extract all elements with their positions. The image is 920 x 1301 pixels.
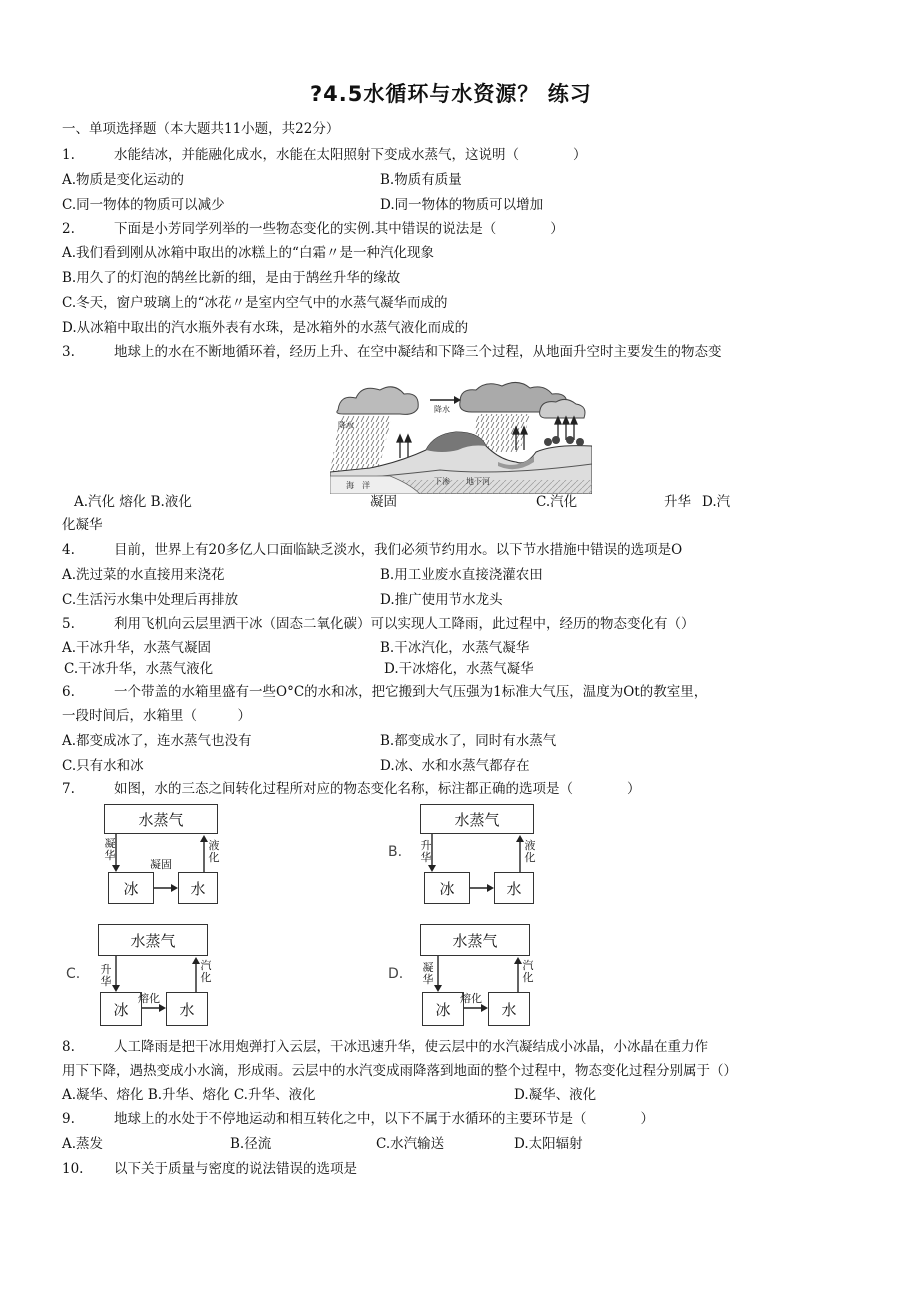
question-stem: 如图，水的三态之间转化过程所对应的物态变化名称，标注都正确的选项是（ ） xyxy=(114,781,641,797)
option-b: B.用久了的灯泡的鹄丝比新的细，是由于鹄丝升华的缘故 xyxy=(62,270,401,286)
option-c: C.干冰升华，水蒸气液化 xyxy=(64,661,214,677)
ice-box: 冰 xyxy=(422,992,464,1026)
state-diagram-b xyxy=(420,804,536,906)
water-box: 水 xyxy=(166,992,208,1026)
label-groundwater: 地下河 xyxy=(466,477,490,486)
question-3 xyxy=(62,342,722,362)
arrows xyxy=(104,804,220,906)
option-d: D.汽 xyxy=(702,494,731,510)
label-ocean: 海 洋 xyxy=(346,481,370,490)
option-c: C.汽化 xyxy=(536,494,578,510)
option-abc: A.凝华、熔化 B.升华、熔化 C.升华、液化 xyxy=(62,1087,316,1103)
label-right: 汽化 xyxy=(200,959,212,984)
ice-box: 冰 xyxy=(424,872,470,904)
diagram-letter-d: D. xyxy=(388,966,404,982)
question-stem: 水能结冰，并能融化成水，水能在太阳照射下变成水蒸气，这说明（ ） xyxy=(114,147,587,163)
question-stem: 人工降雨是把干冰用炮弹打入云层，干冰迅速升华，使云层中的水汽凝结成小冰晶，小冰晶在重力作 xyxy=(114,1039,708,1055)
diagram-letter-b: B. xyxy=(388,844,403,860)
question-number: 9. xyxy=(62,1111,75,1127)
question-4 xyxy=(62,540,682,560)
question-6-continued: 一段时间后，水箱里（ ） xyxy=(62,708,251,724)
option-c-part: 升华 xyxy=(664,494,691,510)
option-a: A.都变成冰了，连水蒸气也没有 xyxy=(62,733,252,749)
water-cycle-figure xyxy=(330,380,592,494)
ice-box: 冰 xyxy=(100,992,142,1026)
label-right: 汽化 xyxy=(522,959,534,984)
option-b: B.径流 xyxy=(230,1136,272,1152)
arrows xyxy=(98,924,214,1028)
label-left: 凝华 xyxy=(104,837,116,862)
option-b: B.都变成水了，同时有水蒸气 xyxy=(380,733,557,749)
label-mid: 熔化 xyxy=(460,992,482,1005)
question-stem: 地球上的水在不断地循环着，经历上升、在空中凝结和下降三个过程，从地面升空时主要发生的物态变 xyxy=(114,344,722,360)
vapor-box: 水蒸气 xyxy=(420,924,530,956)
question-number: 6. xyxy=(62,684,75,700)
water-box: 水 xyxy=(178,872,218,904)
question-number: 1. xyxy=(62,147,75,163)
option-c: C.生活污水集中处理后再排放 xyxy=(62,592,239,608)
question-stem: 下面是小芳同学列举的一些物态变化的实例.其中错误的说法是（ ） xyxy=(114,221,564,237)
option-d: D.同一物体的物质可以增加 xyxy=(380,197,544,213)
question-stem: 以下关于质量与密度的说法错误的选项是 xyxy=(114,1161,357,1177)
label-right: 液化 xyxy=(524,839,536,864)
option-b: B.用工业废水直接浇灌农田 xyxy=(380,567,543,583)
label-runoff: 下渗 xyxy=(434,477,450,486)
water-box: 水 xyxy=(488,992,530,1026)
state-diagram-d xyxy=(420,924,536,1028)
question-6 xyxy=(62,682,707,702)
state-diagram-c xyxy=(98,924,214,1028)
option-a: A.蒸发 xyxy=(62,1136,104,1152)
question-7 xyxy=(62,779,641,799)
question-number: 2. xyxy=(62,221,75,237)
option-d: D.从冰箱中取出的汽水瓶外表有水珠，是冰箱外的水蒸气液化而成的 xyxy=(62,320,469,336)
question-number: 5. xyxy=(62,616,75,632)
label-mid: 熔化 xyxy=(138,992,160,1005)
vapor-box: 水蒸气 xyxy=(420,804,534,834)
question-1 xyxy=(62,145,587,165)
option-d: D.冰、水和水蒸气都存在 xyxy=(380,758,530,774)
question-number: 4. xyxy=(62,542,75,558)
option-c: C.同一物体的物质可以减少 xyxy=(62,197,225,213)
option-b-part: 凝固 xyxy=(370,494,397,510)
option-b: B.干冰汽化，水蒸气凝华 xyxy=(380,640,530,656)
vapor-box: 水蒸气 xyxy=(98,924,208,956)
question-2 xyxy=(62,219,564,239)
label-left: 升华 xyxy=(420,839,432,864)
question-number: 10. xyxy=(62,1161,84,1177)
option-a: A.洗过菜的水直接用来浇花 xyxy=(62,567,225,583)
label-right: 液化 xyxy=(208,839,220,864)
label-left: 凝华 xyxy=(422,961,434,986)
question-10 xyxy=(62,1159,357,1179)
label-rain-left: 降水 xyxy=(338,421,354,430)
arrows xyxy=(420,804,536,906)
question-5 xyxy=(62,614,695,634)
question-8 xyxy=(62,1037,708,1057)
option-d: D.干冰熔化，水蒸气凝华 xyxy=(384,661,534,677)
label-left: 升华 xyxy=(100,963,112,988)
label-mid: 凝固 xyxy=(150,858,172,871)
diagram-letter-c: C. xyxy=(66,966,81,982)
question-9 xyxy=(62,1109,654,1129)
option-a: A.我们看到刚从冰箱中取出的冰糕上的“白霜〃是一种汽化现象 xyxy=(62,245,434,261)
vapor-box: 水蒸气 xyxy=(104,804,218,834)
state-diagram-a xyxy=(104,804,220,906)
arrows xyxy=(420,924,536,1028)
page-title: ?4.5水循环与水资源？ 练习 xyxy=(310,82,592,106)
question-stem: 目前，世界上有20多亿人口面临缺乏淡水，我们必须节约用水。以下节水措施中错误的选项是O xyxy=(114,542,683,558)
question-8-continued: 用下下降，遇热变成小水滴，形成雨。云层中的水汽变成雨降落到地面的整个过程中，物态变化过程分别属于（） xyxy=(62,1063,737,1079)
section-header: 一、单项选择题（本大题共11小题，共22分） xyxy=(62,121,340,137)
question-stem: 地球上的水处于不停地运动和相互转化之中，以下不属于水循环的主要环节是（ ） xyxy=(114,1111,654,1127)
option-ab: A.汽化 熔化 B.液化 xyxy=(74,494,192,510)
option-d: D.太阳辐射 xyxy=(514,1136,583,1152)
option-a: A.干冰升华，水蒸气凝固 xyxy=(62,640,212,656)
option-c: C.冬天，窗户玻璃上的“冰花〃是室内空气中的水蒸气凝华而成的 xyxy=(62,295,448,311)
option-c: C.水汽输送 xyxy=(376,1136,445,1152)
option-b: B.物质有质量 xyxy=(380,172,462,188)
label-rain-right: 降水 xyxy=(434,405,450,414)
question-number: 3. xyxy=(62,344,75,360)
question-stem: 利用飞机向云层里洒干冰（固态二氧化碳）可以实现人工降雨，此过程中，经历的物态变化有（） xyxy=(114,616,695,632)
option-c: C.只有水和冰 xyxy=(62,758,144,774)
question-stem: 一个带盖的水箱里盛有一些O°C的水和冰，把它搬到大气压强为1标准大气压，温度为Ot的教室里， xyxy=(114,684,708,700)
option-a: A.物质是变化运动的 xyxy=(62,172,185,188)
water-box: 水 xyxy=(494,872,534,904)
question-number: 7. xyxy=(62,781,75,797)
ice-box: 冰 xyxy=(108,872,154,904)
option-d-part: 化凝华 xyxy=(62,517,103,533)
option-d: D.凝华、液化 xyxy=(514,1087,597,1103)
question-number: 8. xyxy=(62,1039,75,1055)
option-d: D.推广使用节水龙头 xyxy=(380,592,503,608)
